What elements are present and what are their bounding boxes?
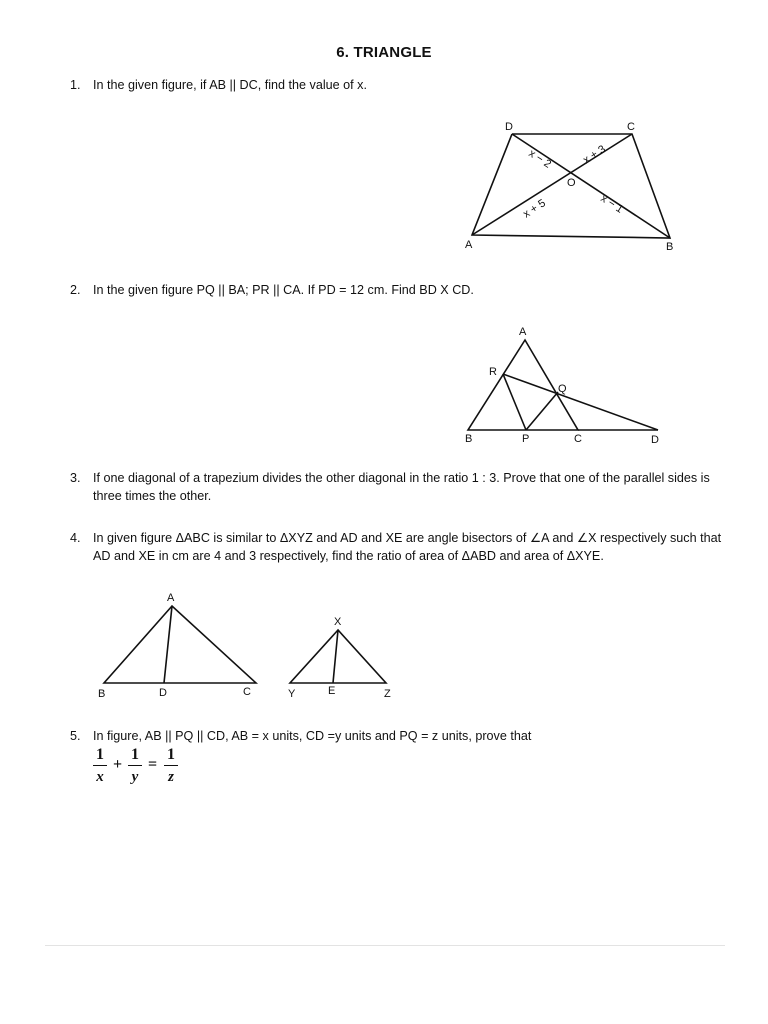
label-p: P bbox=[522, 433, 530, 445]
denominator: x bbox=[96, 769, 104, 785]
label-d: D bbox=[159, 687, 167, 699]
segment-ao-label: x + 5 bbox=[521, 197, 548, 221]
label-a: A bbox=[167, 592, 175, 604]
page-divider bbox=[45, 945, 725, 946]
triangle-abc bbox=[104, 606, 256, 683]
equals-sign: = bbox=[148, 756, 158, 773]
label-d: D bbox=[651, 434, 659, 446]
question-text: In figure, AB || PQ || CD, AB = x units, CD =y units and PQ = z units, prove that bbox=[93, 729, 532, 743]
label-c: C bbox=[574, 433, 582, 445]
label-a: A bbox=[465, 239, 473, 251]
label-z: Z bbox=[384, 688, 391, 700]
label-x: X bbox=[334, 616, 342, 628]
bisector-ad bbox=[164, 606, 172, 683]
label-c: C bbox=[627, 121, 635, 133]
label-b: B bbox=[465, 433, 473, 445]
fraction-bar bbox=[164, 765, 178, 766]
denominator: z bbox=[168, 769, 174, 785]
numerator: 1 bbox=[167, 746, 175, 763]
question-text: In the given figure PQ || BA; PR || CA. If PD = 12 cm. Find BD X CD. bbox=[93, 283, 474, 297]
segment-ob-label: x − 1 bbox=[598, 192, 626, 216]
fraction-bar bbox=[128, 765, 142, 766]
question-text: In the given figure, if AB || DC, find the value of x. bbox=[93, 78, 367, 92]
label-e: E bbox=[328, 685, 336, 697]
numerator: 1 bbox=[96, 746, 104, 763]
label-q: Q bbox=[558, 383, 567, 395]
question-number: 5. bbox=[70, 729, 81, 743]
question-number: 3. bbox=[70, 471, 81, 485]
denominator: y bbox=[131, 769, 139, 785]
question-number: 4. bbox=[70, 531, 81, 545]
fraction-bar bbox=[93, 765, 107, 766]
label-r: R bbox=[489, 366, 497, 378]
question-number: 1. bbox=[70, 78, 81, 92]
bisector-xe bbox=[333, 630, 338, 683]
label-b: B bbox=[98, 688, 106, 700]
question-text: If one diagonal of a trapezium divides the other diagonal in the ratio 1 : 3. Prove that one of the parallel sides is three times the other. bbox=[93, 471, 710, 503]
question-number: 2. bbox=[70, 283, 81, 297]
label-c: C bbox=[243, 686, 251, 698]
segment-do-label: x − 2 bbox=[526, 147, 554, 171]
label-y: Y bbox=[288, 688, 296, 700]
numerator: 1 bbox=[131, 746, 139, 763]
label-a: A bbox=[519, 326, 527, 338]
question-text: In given figure ΔABC is similar to ΔXYZ and AD and XE are angle bisectors of ∠A and ∠X respectively such that AD and XE in cm are 4 and 3 respectively, find the ratio of area of ΔABD and area of ΔXYE. bbox=[93, 531, 722, 563]
plus-sign: + bbox=[113, 756, 123, 773]
page-title: 6. TRIANGLE bbox=[336, 44, 432, 61]
label-d: D bbox=[505, 121, 513, 133]
label-b: B bbox=[666, 241, 674, 253]
segment-oc-label: x + 3 bbox=[581, 143, 608, 167]
label-o: O bbox=[567, 177, 576, 189]
